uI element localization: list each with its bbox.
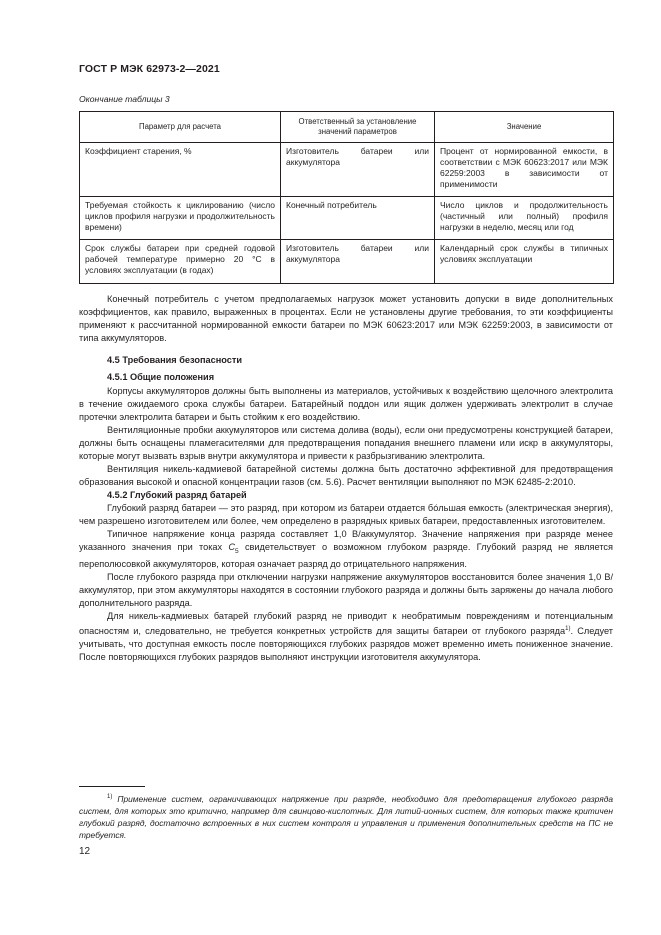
paragraph: Корпусы аккумуляторов должны быть выполнены из материалов, устойчивых к воздействию щелочного электролита в течение ожидаемого срока службы батареи. Батарейный поддон или ящик должен удерживать электролит в случае протечки электролита батареи и быть стойким к его воздействию. bbox=[79, 386, 613, 422]
table-cell: Изготовитель батареи или аккумулятора bbox=[281, 240, 435, 284]
text-span: . Следует учитывать, что доступная емкость после повторяющихся глубоких разрядов может временно иметь пониженное значение. После повторяющихся глубоких разрядов выполняют инструкции изготовителя аккумулятора. bbox=[79, 625, 613, 662]
paragraph: Вентиляционные пробки аккумуляторов или система долива (воды), если они предусмотрены конструкцией батареи, должны быть оснащены пламегасителями для предотвращения попадания внешнего пламени или искр в аккумуляторы, которые могут вызвать взрыв внутри аккумулятора и привести к разбрызгиванию электролита. bbox=[79, 425, 613, 461]
text-span: Для никель-кадмиевых батарей глубокий разряд не приводит к необратимым повреждениям и потенциальным опасностям и, следовательно, не требуется конкретных устройств для защиты батареи от глубокого разряда bbox=[79, 610, 613, 636]
column-header-value: Значение bbox=[435, 112, 614, 143]
table-cell: Календарный срок службы в типичных условиях эксплуатации bbox=[435, 240, 614, 284]
page-number: 12 bbox=[79, 846, 91, 857]
table-cell: Конечный потребитель bbox=[281, 197, 435, 240]
table-row bbox=[80, 143, 614, 197]
table-cell: Процент от нормированной емкости, в соответствии с МЭК 60623:2017 или МЭК 62259:2003 в зависимости от применимости bbox=[435, 143, 614, 197]
section-heading-4-5: 4.5 Требования безопасности bbox=[107, 355, 243, 365]
paragraph: После глубокого разряда при отключении нагрузки напряжение аккумуляторов восстановится более значения 1,0 В/аккумулятор, при этом аккумуляторы находятся в состоянии глубокого разряда и должны быть заряжены до начала любого дополнительного разряда. bbox=[79, 571, 613, 608]
current-subscript: 5 bbox=[235, 547, 239, 555]
table-row bbox=[80, 197, 614, 240]
table-caption: Окончание таблицы 3 bbox=[79, 94, 170, 104]
column-header-responsible: Ответственный за установление значений параметров bbox=[281, 112, 435, 143]
text-span: свидетельствует о возможном глубоком разряде. Глубокий разряд не является переполюсовкой аккумуляторов, которая означает разряд до отрицательного напряжения. bbox=[79, 542, 613, 569]
paragraph: Глубокий разряд батареи — это разряд, при котором из батареи отдается бóльшая емкость (электрическая энергия), чем разрешено изготовителем или более, чем определено в разрядных кривых батареи, предоставленных изготовителем. bbox=[79, 503, 613, 526]
footnote-marker: 1) bbox=[107, 794, 113, 800]
body-text bbox=[79, 293, 613, 664]
footnote-text: Применение систем, ограничивающих напряжение при разряде, необходимо для предотвращения глубокого разряда систем, для которых это критично, например для свинцово-кислотных. Для литий-ионных систем, для которых также критичен глубокий разряд, достаточно встроенных в них систем контроля и управления и применения дополнительных средств на ПС не требуется. bbox=[79, 793, 613, 840]
table-cell: Число циклов и продолжительность (частичный или полный) профиля нагрузки в неделю, месяц или год bbox=[435, 197, 614, 240]
section-heading-4-5-1: 4.5.1 Общие положения bbox=[107, 372, 215, 382]
parameters-table bbox=[79, 111, 614, 284]
paragraph bbox=[79, 610, 613, 664]
table-row bbox=[80, 240, 614, 284]
paragraph: Вентиляция никель-кадмиевой батарейной системы должна быть достаточно эффективной для предотвращения образования высокой и опасной концентрации газов (см. 5.6). Расчет вентиляции выполняют по МЭК 62485-2:2010. bbox=[79, 464, 613, 487]
footnote-separator bbox=[79, 786, 145, 787]
current-symbol: C bbox=[228, 542, 236, 552]
table-cell: Коэффициент старения, % bbox=[80, 143, 281, 197]
section-heading-4-5-2: 4.5.2 Глубокий разряд батарей bbox=[107, 490, 247, 500]
footnote bbox=[79, 791, 613, 841]
paragraph bbox=[79, 528, 613, 571]
footnote-reference[interactable]: 1) bbox=[565, 625, 571, 632]
column-header-parameter: Параметр для расчета bbox=[80, 112, 281, 143]
text-span: Типичное напряжение конца разряда составляет 1,0 В/аккумулятор. Значение напряжения при разряде менее указанного значения при токах bbox=[79, 529, 613, 552]
table-header-row bbox=[80, 112, 614, 143]
paragraph: Конечный потребитель с учетом предполагаемых нагрузок может установить допуски в виде дополнительных коэффициентов, как правило, выраженных в процентах. Если не установлены другие требования, то эти коэффициенты применяют к рассчитанной нормированной емкости батареи по МЭК 60623:2017 или МЭК 62259:2003, в зависимости от типа аккумуляторов. bbox=[79, 294, 613, 343]
document-header: ГОСТ Р МЭК 62973-2—2021 bbox=[79, 63, 220, 75]
table-cell: Требуемая стойкость к циклированию (число циклов профиля нагрузки и продолжительность времени) bbox=[80, 197, 281, 240]
table-cell: Срок службы батареи при средней годовой рабочей температуре примерно 20 °С в условиях эксплуатации (в годах) bbox=[80, 240, 281, 284]
table-cell: Изготовитель батареи или аккумулятора bbox=[281, 143, 435, 197]
